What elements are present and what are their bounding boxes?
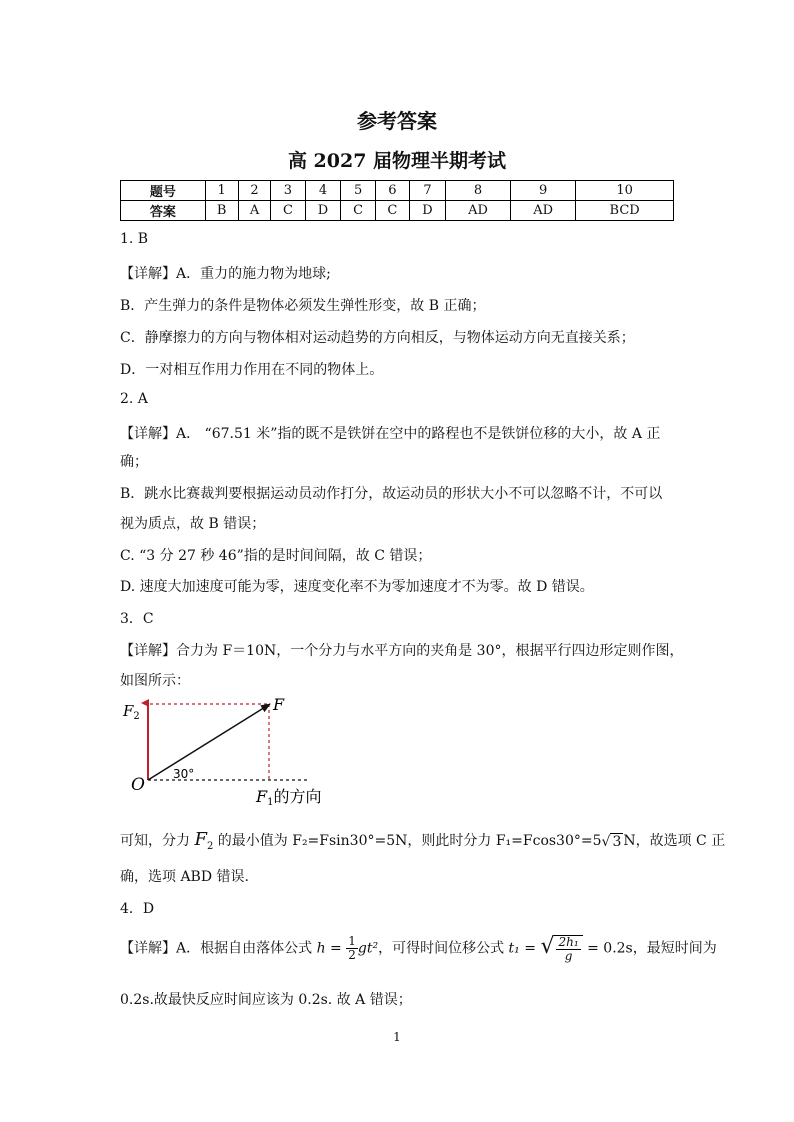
fig-label-f: F <box>273 695 285 714</box>
q4-pre: 【详解】A．根据自由落体公式 <box>120 940 313 957</box>
q4-formula-line: 【详解】A．根据自由落体公式 h = $\frac{1}{2}$ gt²，可得时间位移公式 t₁ = √ $\frac{\text{2h₁}}{g}$ = 0.2s，最短时间为 <box>120 933 717 963</box>
question-cell: 2 <box>238 181 271 201</box>
fig-f2-main: F <box>123 702 134 720</box>
q3-pre: 可知，分力 <box>120 833 190 849</box>
answer-cell: C <box>271 201 305 221</box>
q3-post: N，故选项 C 正 <box>623 833 726 849</box>
formula-t1: t₁ <box>508 940 520 957</box>
frac-num: 1 <box>348 933 356 948</box>
question-cell: 9 <box>511 181 576 201</box>
row-label-question: 题号 <box>121 181 206 201</box>
q3-line: 确，选项 ABD 错误. <box>120 869 249 885</box>
question-cell: 3 <box>271 181 305 201</box>
q1-line: 【详解】A．重力的施力物为地球; <box>120 266 331 282</box>
sqrt-radicand: 3 <box>612 833 622 850</box>
answer-cell: B <box>205 201 238 221</box>
answer-cell: C <box>375 201 409 221</box>
q3-line: 【详解】合力为 F＝10N，一个分力与水平方向的夹角是 30°，根据平行四边形定则作图， <box>120 643 684 659</box>
answer-row <box>121 201 674 221</box>
row-label-answer: 答案 <box>121 201 206 221</box>
q1-line: C．静摩擦力的方向与物体相对运动趋势的方向相反，与物体运动方向无直接关系； <box>120 330 635 346</box>
fig-label-f1-direction <box>255 787 322 808</box>
fraction-half <box>346 935 358 962</box>
resultant-f-arrow <box>148 704 270 780</box>
q4-heading: 4．D <box>120 901 155 917</box>
q2-line: B．跳水比赛裁判要根据运动员动作打分，故运动员的形状大小不可以忽略不计，不可以 <box>120 486 663 502</box>
formula-result: = 0.2s <box>587 940 633 957</box>
page-number: 1 <box>393 1030 401 1044</box>
q3-f2-sub: 2 <box>206 840 214 852</box>
q4-mid: ，可得时间位移公式 <box>378 940 505 957</box>
fig-label-f2 <box>122 702 140 722</box>
q2-line: 【详解】A． “67.51 米”指的既不是铁饼在空中的路程也不是铁饼位移的大小，故 A 正 <box>120 426 661 442</box>
q4-post: ，最短时间为 <box>632 940 717 957</box>
q2-heading: 2. A <box>120 391 148 407</box>
exam-subtitle: 高 2027 届物理半期考试 <box>287 150 507 172</box>
q3-conclusion-line <box>120 829 725 852</box>
fig-f1-main: F <box>256 787 268 806</box>
answer-cell: A <box>238 201 271 221</box>
question-cell: 1 <box>205 181 238 201</box>
fig-f1-text: 的方向 <box>273 787 322 806</box>
question-cell: 8 <box>445 181 510 201</box>
q3-line: 如图所示： <box>120 673 190 689</box>
question-cell: 4 <box>305 181 341 201</box>
answer-table <box>120 180 674 221</box>
force-diagram <box>118 692 348 812</box>
q4-line: 0.2s.故最快反应时间应该为 0.2s. 故 A 错误； <box>120 992 412 1008</box>
question-cell: 6 <box>375 181 409 201</box>
sqrt-2h-over-g: √ $\frac{\text{2h₁}}{g}$ <box>540 934 582 963</box>
answer-cell: BCD <box>576 201 674 221</box>
formula-gt2: gt² <box>357 940 379 957</box>
q3-mid: 的最小值为 F₂=Fsin30°=5N，则此时分力 F₁=Fcos30°=5 <box>217 833 602 849</box>
question-cell: 5 <box>341 181 375 201</box>
q1-heading: 1. B <box>120 231 149 247</box>
fig-f2-sub: 2 <box>133 711 140 722</box>
frac-den-g: g <box>564 948 573 963</box>
fraction-2h-g <box>556 936 580 963</box>
answer-cell: D <box>410 201 446 221</box>
q2-line: D. 速度大加速度可能为零，速度变化率不为零加速度才不为零。故 D 错误。 <box>120 579 594 595</box>
answer-cell: AD <box>445 201 510 221</box>
q2-line: 确； <box>120 454 148 470</box>
sqrt-3: √ 3 <box>601 833 622 850</box>
q2-line: C. “3 分 27 秒 46”指的是时间间隔，故 C 错误； <box>120 548 432 564</box>
page-title: 参考答案 <box>357 109 437 133</box>
q1-line: B．产生弹力的条件是物体必须发生弹性形变，故 B 正确； <box>120 298 486 314</box>
fig-f1-sub: 1 <box>267 797 274 808</box>
q3-heading: 3．C <box>120 611 154 627</box>
q1-line: D．一对相互作用力作用在不同的物体上。 <box>120 362 384 378</box>
formula-h: h <box>316 940 326 957</box>
fig-angle-label: 30° <box>173 767 195 781</box>
frac-den: 2 <box>348 947 356 962</box>
question-number-row <box>121 181 674 201</box>
answer-cell: C <box>341 201 375 221</box>
q3-f2-symbol: F <box>194 829 207 850</box>
frac-num-2h: 2h₁ <box>558 934 579 949</box>
question-cell: 7 <box>410 181 446 201</box>
q2-line: 视为质点，故 B 错误； <box>120 516 266 532</box>
answer-cell: AD <box>511 201 576 221</box>
question-cell: 10 <box>576 181 674 201</box>
answer-cell: D <box>305 201 341 221</box>
fig-label-origin: O <box>131 775 145 795</box>
